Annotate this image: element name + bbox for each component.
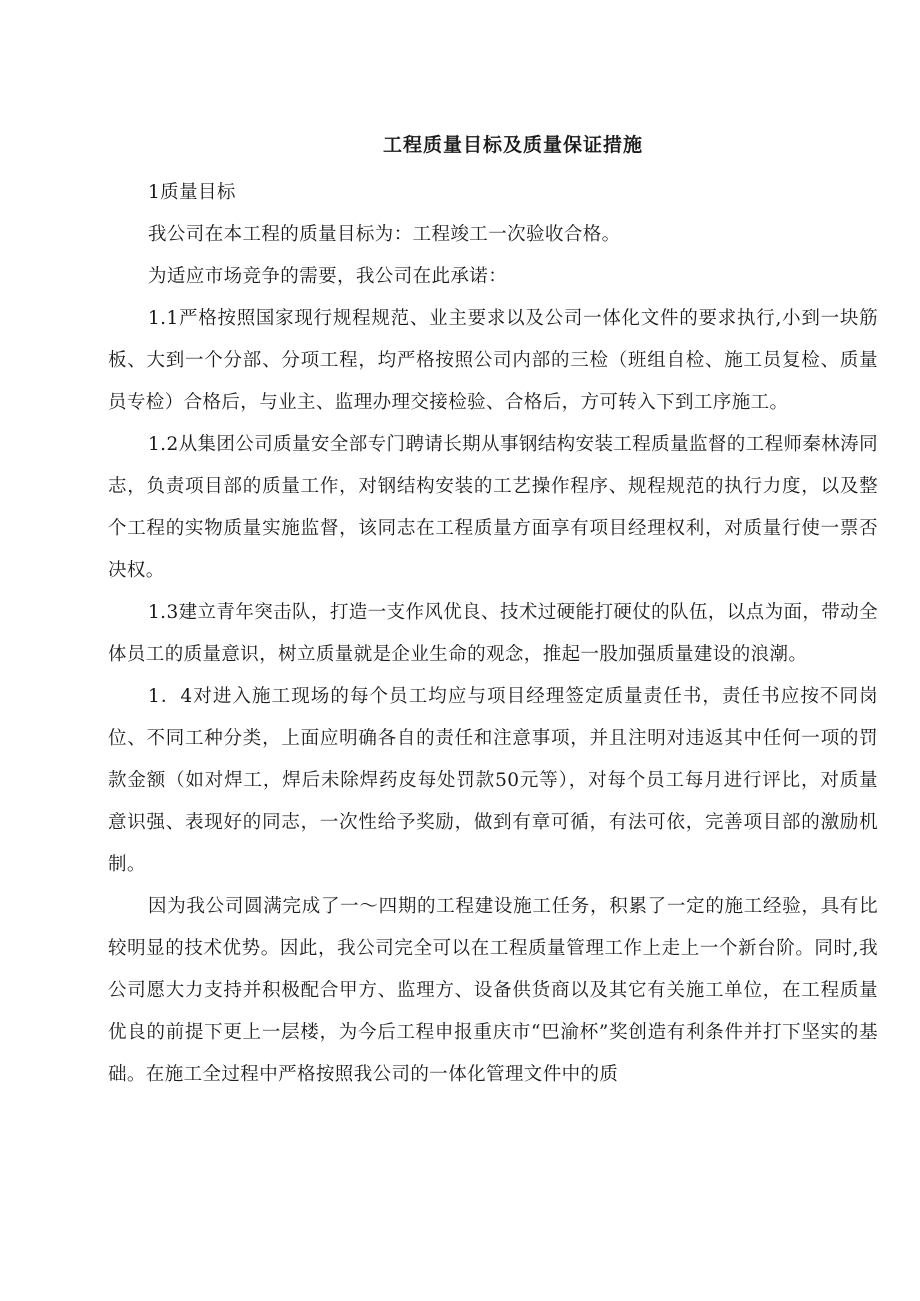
paragraph-item-1-4: 1．4对进入施工现场的每个员工均应与项目经理签定质量责任书，责任书应按不同岗位、不同工种分类，上面应明确各自的责任和注意事项，并且注明对违返其中任何一项的罚款金额（如对焊工，焊后未除焊药皮每处罚款50元等），对每个员工每月进行评比，对质量意识强、表现好的同志，一次性给予奖励，做到有章可循，有法可依，完善项目部的激励机制。	[108, 686, 878, 875]
section-heading-quality-goal: 1质量目标	[148, 182, 236, 203]
paragraph-quality-goal: 我公司在本工程的质量目标为：工程竣工一次验收合格。	[148, 224, 621, 245]
paragraph-conclusion: 因为我公司圆满完成了一～四期的工程建设施工任务，积累了一定的施工经验，具有比较明显的技术优势。因此，我公司完全可以在工程质量管理工作上走上一个新台阶。同时,我公司愿大力支持并积极配合甲方、监理方、设备供货商以及其它有关施工单位，在工程质量优良的前提下更上一层楼，为今后工程申报重庆市“巴渝杯”奖创造有利条件并打下坚实的基础。在施工全过程中严格按照我公司的一体化管理文件中的质	[108, 896, 878, 1085]
paragraph-item-1-2: 1.2从集团公司质量安全部专门聘请长期从事钢结构安装工程质量监督的工程师秦林涛同志，负责项目部的质量工作，对钢结构安装的工艺操作程序、规程规范的执行力度，以及整个工程的实物质量实施监督，该同志在工程质量方面享有项目经理权利，对质量行使一票否决权。	[108, 434, 878, 581]
document-title: 工程质量目标及质量保证措施	[382, 134, 643, 156]
paragraph-commitment-intro: 为适应市场竞争的需要，我公司在此承诺：	[148, 266, 508, 287]
paragraph-item-1-3: 1.3建立青年突击队，打造一支作风优良、技术过硬能打硬仗的队伍，以点为面，带动全体员工的质量意识，树立质量就是企业生命的观念，推起一股加强质量建设的浪潮。	[108, 602, 878, 665]
paragraph-item-1-1: 1.1严格按照国家现行规程规范、业主要求以及公司一体化文件的要求执行,小到一块筋板、大到一个分部、分项工程，均严格按照公司内部的三检（班组自检、施工员复检、质量员专检）合格后，与业主、监理办理交接检验、合格后，方可转入下到工序施工。	[108, 308, 878, 413]
